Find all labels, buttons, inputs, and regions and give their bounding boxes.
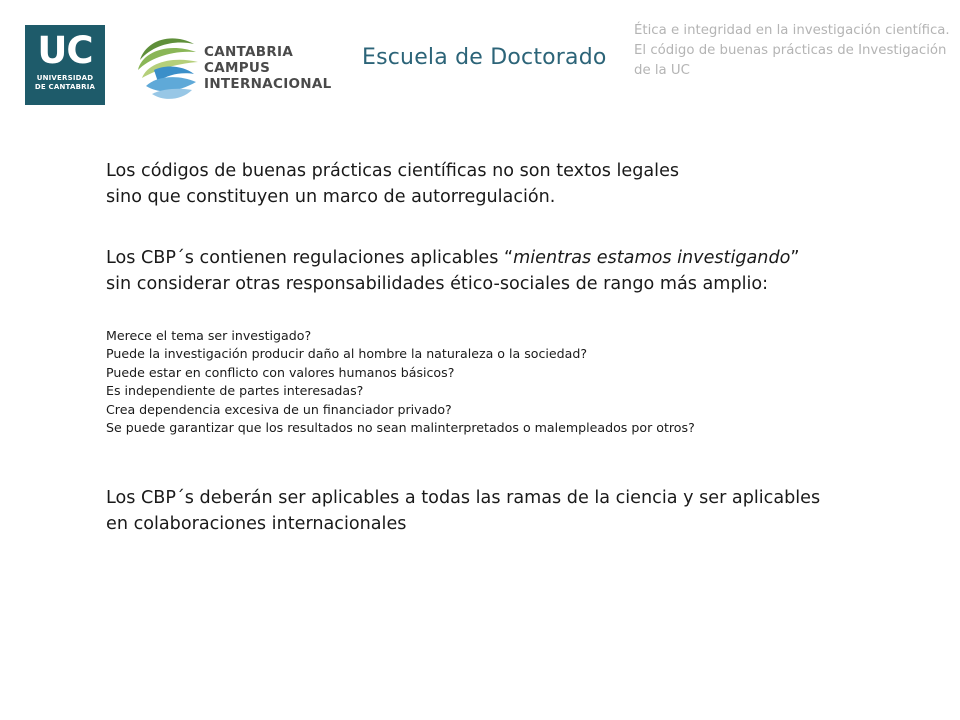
italic-phrase: mientras estamos investigando [513,248,791,268]
uc-logo [25,25,105,105]
paragraph-line: Los códigos de buenas prácticas científicas no son textos legales [106,161,680,181]
paragraph-applicability [106,485,820,537]
text-segment: Los CBP´s contienen regulaciones aplicables “ [106,248,514,268]
campus-logo-line3: INTERNACIONAL [204,76,332,92]
paragraph-line [106,245,800,271]
campus-logo-line1: CANTABRIA [204,44,294,60]
question-item: Crea dependencia excesiva de un financiador privado? [106,401,452,417]
escuela-doctorado-logo: Escuela de Doctorado [362,45,607,70]
campus-logo-line2: CAMPUS [204,60,271,76]
paragraph-legal-framework [106,158,679,210]
paragraph-line: sin considerar otras responsabilidades ético-sociales de rango más amplio: [106,274,769,294]
uc-logo-line1: UNIVERSIDAD [36,74,94,82]
paragraph-line: sino que constituyen un marco de autorregulación. [106,187,556,207]
campus-globe-icon [132,30,202,104]
uc-logo-abbr: UC [37,29,93,72]
question-item: Puede la investigación producir daño al hombre la naturaleza o la sociedad? [106,346,588,362]
text-segment: ” [790,248,800,268]
question-item: Puede estar en conflicto con valores humanos básicos? [106,364,455,380]
campus-logo-text [204,44,332,92]
campus-internacional-logo [132,30,342,104]
question-item: Se puede garantizar que los resultados no sean malinterpretados o malempleados por otros? [106,420,695,436]
paragraph-line: Los CBP´s deberán ser aplicables a todas las ramas de la ciencia y ser aplicables [106,488,821,508]
paragraph-regulations [106,245,800,297]
question-item: Merece el tema ser investigado? [106,328,312,343]
questions-list [106,327,695,437]
uc-logo-line2: DE CANTABRIA [34,83,96,91]
slide-header-note: Ética e integridad en la investigación científica. El código de buenas prácticas de Investigación de la UC [634,23,950,78]
question-item: Es independiente de partes interesadas? [106,383,364,399]
paragraph-line: en colaboraciones internacionales [106,514,407,534]
